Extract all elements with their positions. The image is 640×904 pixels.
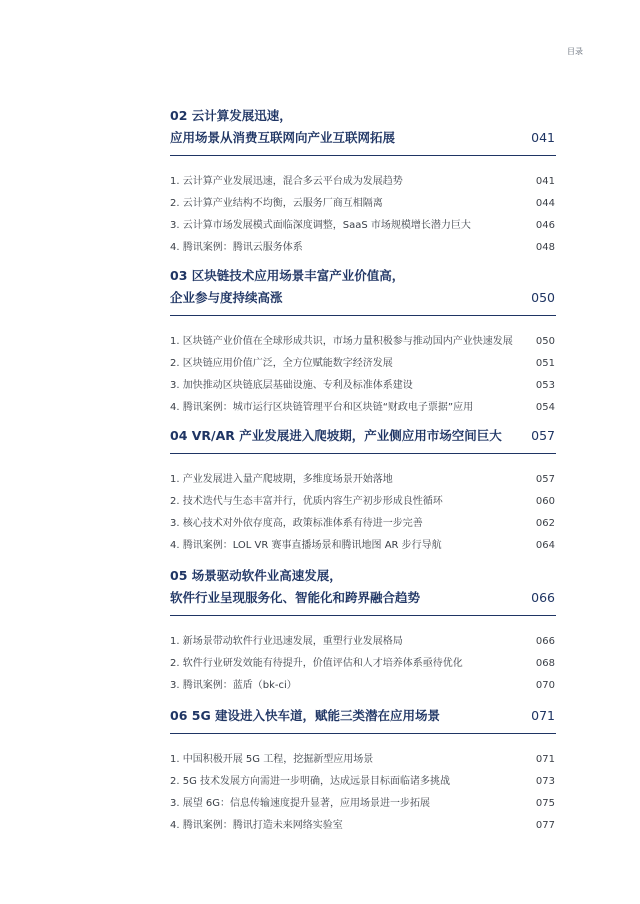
toc-entry-text: 3. 加快推动区块链底层基础设施、专利及标准体系建设: [170, 380, 413, 391]
toc-entry[interactable]: [170, 469, 556, 491]
section-divider: [170, 155, 556, 156]
toc-entry-page: 053: [535, 380, 555, 391]
section-page-number: 071: [531, 708, 555, 723]
toc-entry-text: 3. 腾讯案例：蓝盾（bk-ci）: [170, 680, 297, 691]
toc-entry-page: 068: [535, 658, 555, 669]
section-heading[interactable]: [170, 265, 556, 309]
toc-entry[interactable]: [170, 675, 556, 697]
toc-entry-page: 064: [535, 540, 555, 551]
section-items: [170, 171, 556, 259]
toc-entry-page: 041: [535, 176, 555, 187]
toc-entry-page: 060: [535, 496, 555, 507]
toc-entry-text: 3. 云计算市场发展模式面临深度调整，SaaS 市场规模增长潜力巨大: [170, 220, 471, 231]
toc-entry[interactable]: [170, 375, 556, 397]
toc-entry[interactable]: [170, 491, 556, 513]
section-divider: [170, 615, 556, 616]
toc-entry[interactable]: [170, 331, 556, 353]
toc-entry[interactable]: [170, 237, 556, 259]
section-title-line: 软件行业呈现服务化、智能化和跨界融合趋势: [170, 590, 421, 605]
toc-entry[interactable]: [170, 653, 556, 675]
toc-entry-text: 2. 云计算产业结构不均衡，云服务厂商互相隔离: [170, 198, 383, 209]
section-title-line: 应用场景从消费互联网向产业互联网拓展: [170, 130, 396, 145]
section-heading[interactable]: [170, 565, 556, 609]
section-title-line: 05 场景驱动软件业高速发展，: [170, 568, 342, 583]
toc-entry[interactable]: [170, 193, 556, 215]
toc-section: [170, 705, 556, 837]
section-title-line: 06 5G 建设进入快车道，赋能三类潜在应用场景: [170, 708, 441, 723]
toc-entry[interactable]: [170, 171, 556, 193]
toc-entry-text: 3. 展望 6G：信息传输速度提升显著，应用场景进一步拓展: [170, 798, 431, 809]
toc-entry[interactable]: [170, 631, 556, 653]
toc-entry-page: 046: [535, 220, 555, 231]
toc-entry[interactable]: [170, 815, 556, 837]
section-heading[interactable]: [170, 705, 556, 727]
toc-entry-text: 1. 区块链产业价值在全球形成共识，市场力量积极参与推动国内产业快速发展: [170, 336, 513, 347]
section-items: [170, 469, 556, 557]
toc-entry-page: 066: [535, 636, 555, 647]
section-divider: [170, 315, 556, 316]
toc-entry-page: 071: [535, 754, 555, 765]
toc-entry-page: 077: [535, 820, 555, 831]
toc-entry[interactable]: [170, 513, 556, 535]
toc-entry-page: 070: [535, 680, 555, 691]
toc-entry-page: 073: [535, 776, 555, 787]
toc-entry-text: 1. 新场景带动软件行业迅速发展，重塑行业发展格局: [170, 636, 403, 647]
toc-entry-text: 4. 腾讯案例：腾讯打造未来网络实验室: [170, 820, 343, 831]
toc-section: [170, 565, 556, 697]
section-page-number: 050: [531, 290, 555, 305]
section-items: [170, 631, 556, 697]
toc-entry-page: 062: [535, 518, 555, 529]
toc-entry-page: 050: [535, 336, 555, 347]
section-page-number: 057: [531, 428, 555, 443]
section-items: [170, 331, 556, 419]
toc-entry-text: 1. 产业发展进入量产爬坡期，多维度场景开始落地: [170, 474, 393, 485]
toc-entry-text: 4. 腾讯案例：城市运行区块链管理平台和区块链“财政电子票据”应用: [170, 402, 474, 413]
toc-entry-page: 057: [535, 474, 555, 485]
toc-entry-page: 075: [535, 798, 555, 809]
toc-section: [170, 425, 556, 557]
section-page-number: 066: [531, 590, 555, 605]
section-title-line: 04 VR/AR 产业发展进入爬坡期，产业侧应用市场空间巨大: [170, 428, 502, 443]
toc-entry-page: 048: [535, 242, 555, 253]
toc-entry-text: 2. 软件行业研发效能有待提升，价值评估和人才培养体系亟待优化: [170, 658, 463, 669]
section-page-number: 041: [531, 130, 555, 145]
toc-entry-text: 4. 腾讯案例：腾讯云服务体系: [170, 242, 303, 253]
toc-entry[interactable]: [170, 215, 556, 237]
toc-entry-text: 2. 区块链应用价值广泛，全方位赋能数字经济发展: [170, 358, 393, 369]
toc-entry-text: 1. 云计算产业发展迅速，混合多云平台成为发展趋势: [170, 176, 403, 187]
section-title-line: 企业参与度持续高涨: [170, 290, 283, 305]
page-header-label: 目录: [567, 47, 583, 56]
toc-entry-text: 4. 腾讯案例：LOL VR 赛事直播场景和腾讯地图 AR 步行导航: [170, 540, 442, 551]
toc-entry[interactable]: [170, 793, 556, 815]
toc-section: [170, 265, 556, 419]
toc-entry-text: 2. 5G 技术发展方向需进一步明确，达成远景目标面临诸多挑战: [170, 776, 451, 787]
toc-entry-page: 054: [535, 402, 555, 413]
section-title-line: 02 云计算发展迅速，: [170, 108, 292, 123]
toc-entry-text: 3. 核心技术对外依存度高，政策标准体系有待进一步完善: [170, 518, 423, 529]
section-divider: [170, 733, 556, 734]
section-items: [170, 749, 556, 837]
toc-entry-page: 044: [535, 198, 555, 209]
toc-entry-text: 1. 中国积极开展 5G 工程，挖掘新型应用场景: [170, 754, 374, 765]
toc-entry-text: 2. 技术迭代与生态丰富并行，优质内容生产初步形成良性循环: [170, 496, 443, 507]
toc-entry[interactable]: [170, 771, 556, 793]
section-title-line: 03 区块链技术应用场景丰富产业价值高，: [170, 268, 405, 283]
section-heading[interactable]: [170, 425, 556, 447]
toc-entry[interactable]: [170, 353, 556, 375]
toc-entry[interactable]: [170, 535, 556, 557]
toc-entry-page: 051: [535, 358, 555, 369]
toc-entry[interactable]: [170, 397, 556, 419]
toc-entry[interactable]: [170, 749, 556, 771]
section-heading[interactable]: [170, 105, 556, 149]
section-divider: [170, 453, 556, 454]
toc-section: [170, 105, 556, 259]
